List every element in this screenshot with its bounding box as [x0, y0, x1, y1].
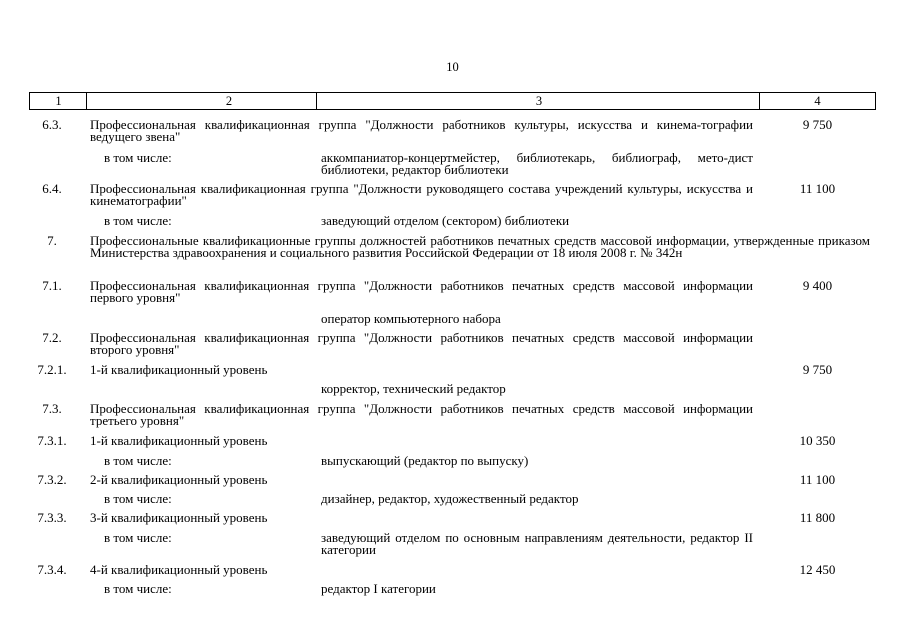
salary-value: 9 400 [802, 278, 833, 293]
group-title: Профессиональные квалификационные группы должностей работников печатных средств массовой информации, утвержденные приказом Министерства здравоохранения и социального развития Российской Федерации от 18 июля 2008 г. № 342н [90, 233, 870, 260]
salary-value: 12 450 [799, 562, 836, 577]
positions-list: заведующий отделом по основным направлениям деятельности, редактор II категории [321, 530, 753, 557]
positions-list: редактор I категории [321, 581, 436, 596]
row-number: 7. [47, 233, 57, 248]
group-title: Профессиональная квалификационная группа "Должности работников культуры, искусства и кинема-тографии ведущего звена" [90, 117, 753, 144]
including-label: в том числе: [104, 530, 172, 545]
including-label: в том числе: [104, 491, 172, 506]
row-number: 7.2. [42, 330, 62, 345]
row-number: 7.3.1. [37, 433, 67, 448]
row-number: 6.4. [42, 181, 62, 196]
salary-value: 9 750 [802, 117, 833, 132]
level-title: 1-й квалификационный уровень [90, 433, 268, 448]
header-col-1: 1 [55, 94, 62, 108]
row-number: 7.3. [42, 401, 62, 416]
salary-value: 11 100 [799, 472, 836, 487]
positions-list: аккомпаниатор-концертмейстер, библиотекарь, библиограф, мето-дист библиотеки, редактор библиотеки [321, 150, 753, 177]
page-number: 10 [446, 60, 459, 74]
positions-list: корректор, технический редактор [321, 381, 506, 396]
including-label: в том числе: [104, 213, 172, 228]
group-title: Профессиональная квалификационная группа "Должности работников печатных средств массовой информации первого уровня" [90, 278, 753, 305]
positions-list: заведующий отделом (сектором) библиотеки [321, 213, 570, 228]
positions-list: дизайнер, редактор, художественный редактор [321, 491, 579, 506]
header-col-3: 3 [535, 94, 543, 108]
level-title: 2-й квалификационный уровень [90, 472, 268, 487]
row-number: 7.3.2. [37, 472, 67, 487]
salary-value: 9 750 [802, 362, 833, 377]
group-title: Профессиональная квалификационная группа "Должности руководящего состава учреждений культуры, искусства и кинематографии" [90, 181, 753, 208]
including-label: в том числе: [104, 453, 172, 468]
row-number: 7.3.3. [37, 510, 67, 525]
row-number: 7.1. [42, 278, 62, 293]
row-number: 6.3. [42, 117, 62, 132]
level-title: 1-й квалификационный уровень [90, 362, 268, 377]
level-title: 3-й квалификационный уровень [90, 510, 268, 525]
row-number: 7.2.1. [37, 362, 67, 377]
salary-value: 11 100 [799, 181, 836, 196]
header-col-4: 4 [814, 94, 821, 108]
table-header [29, 92, 876, 110]
header-col-2: 2 [225, 94, 233, 108]
group-title: Профессиональная квалификационная группа "Должности работников печатных средств массовой информации второго уровня" [90, 330, 753, 357]
salary-value: 10 350 [799, 433, 836, 448]
group-title: Профессиональная квалификационная группа "Должности работников печатных средств массовой информации третьего уровня" [90, 401, 753, 428]
including-label: в том числе: [104, 150, 172, 165]
salary-value: 11 800 [799, 510, 836, 525]
level-title: 4-й квалификационный уровень [90, 562, 268, 577]
row-number: 7.3.4. [37, 562, 67, 577]
positions-list: выпускающий (редактор по выпуску) [321, 453, 529, 468]
positions-list: оператор компьютерного набора [321, 311, 501, 326]
including-label: в том числе: [104, 581, 172, 596]
